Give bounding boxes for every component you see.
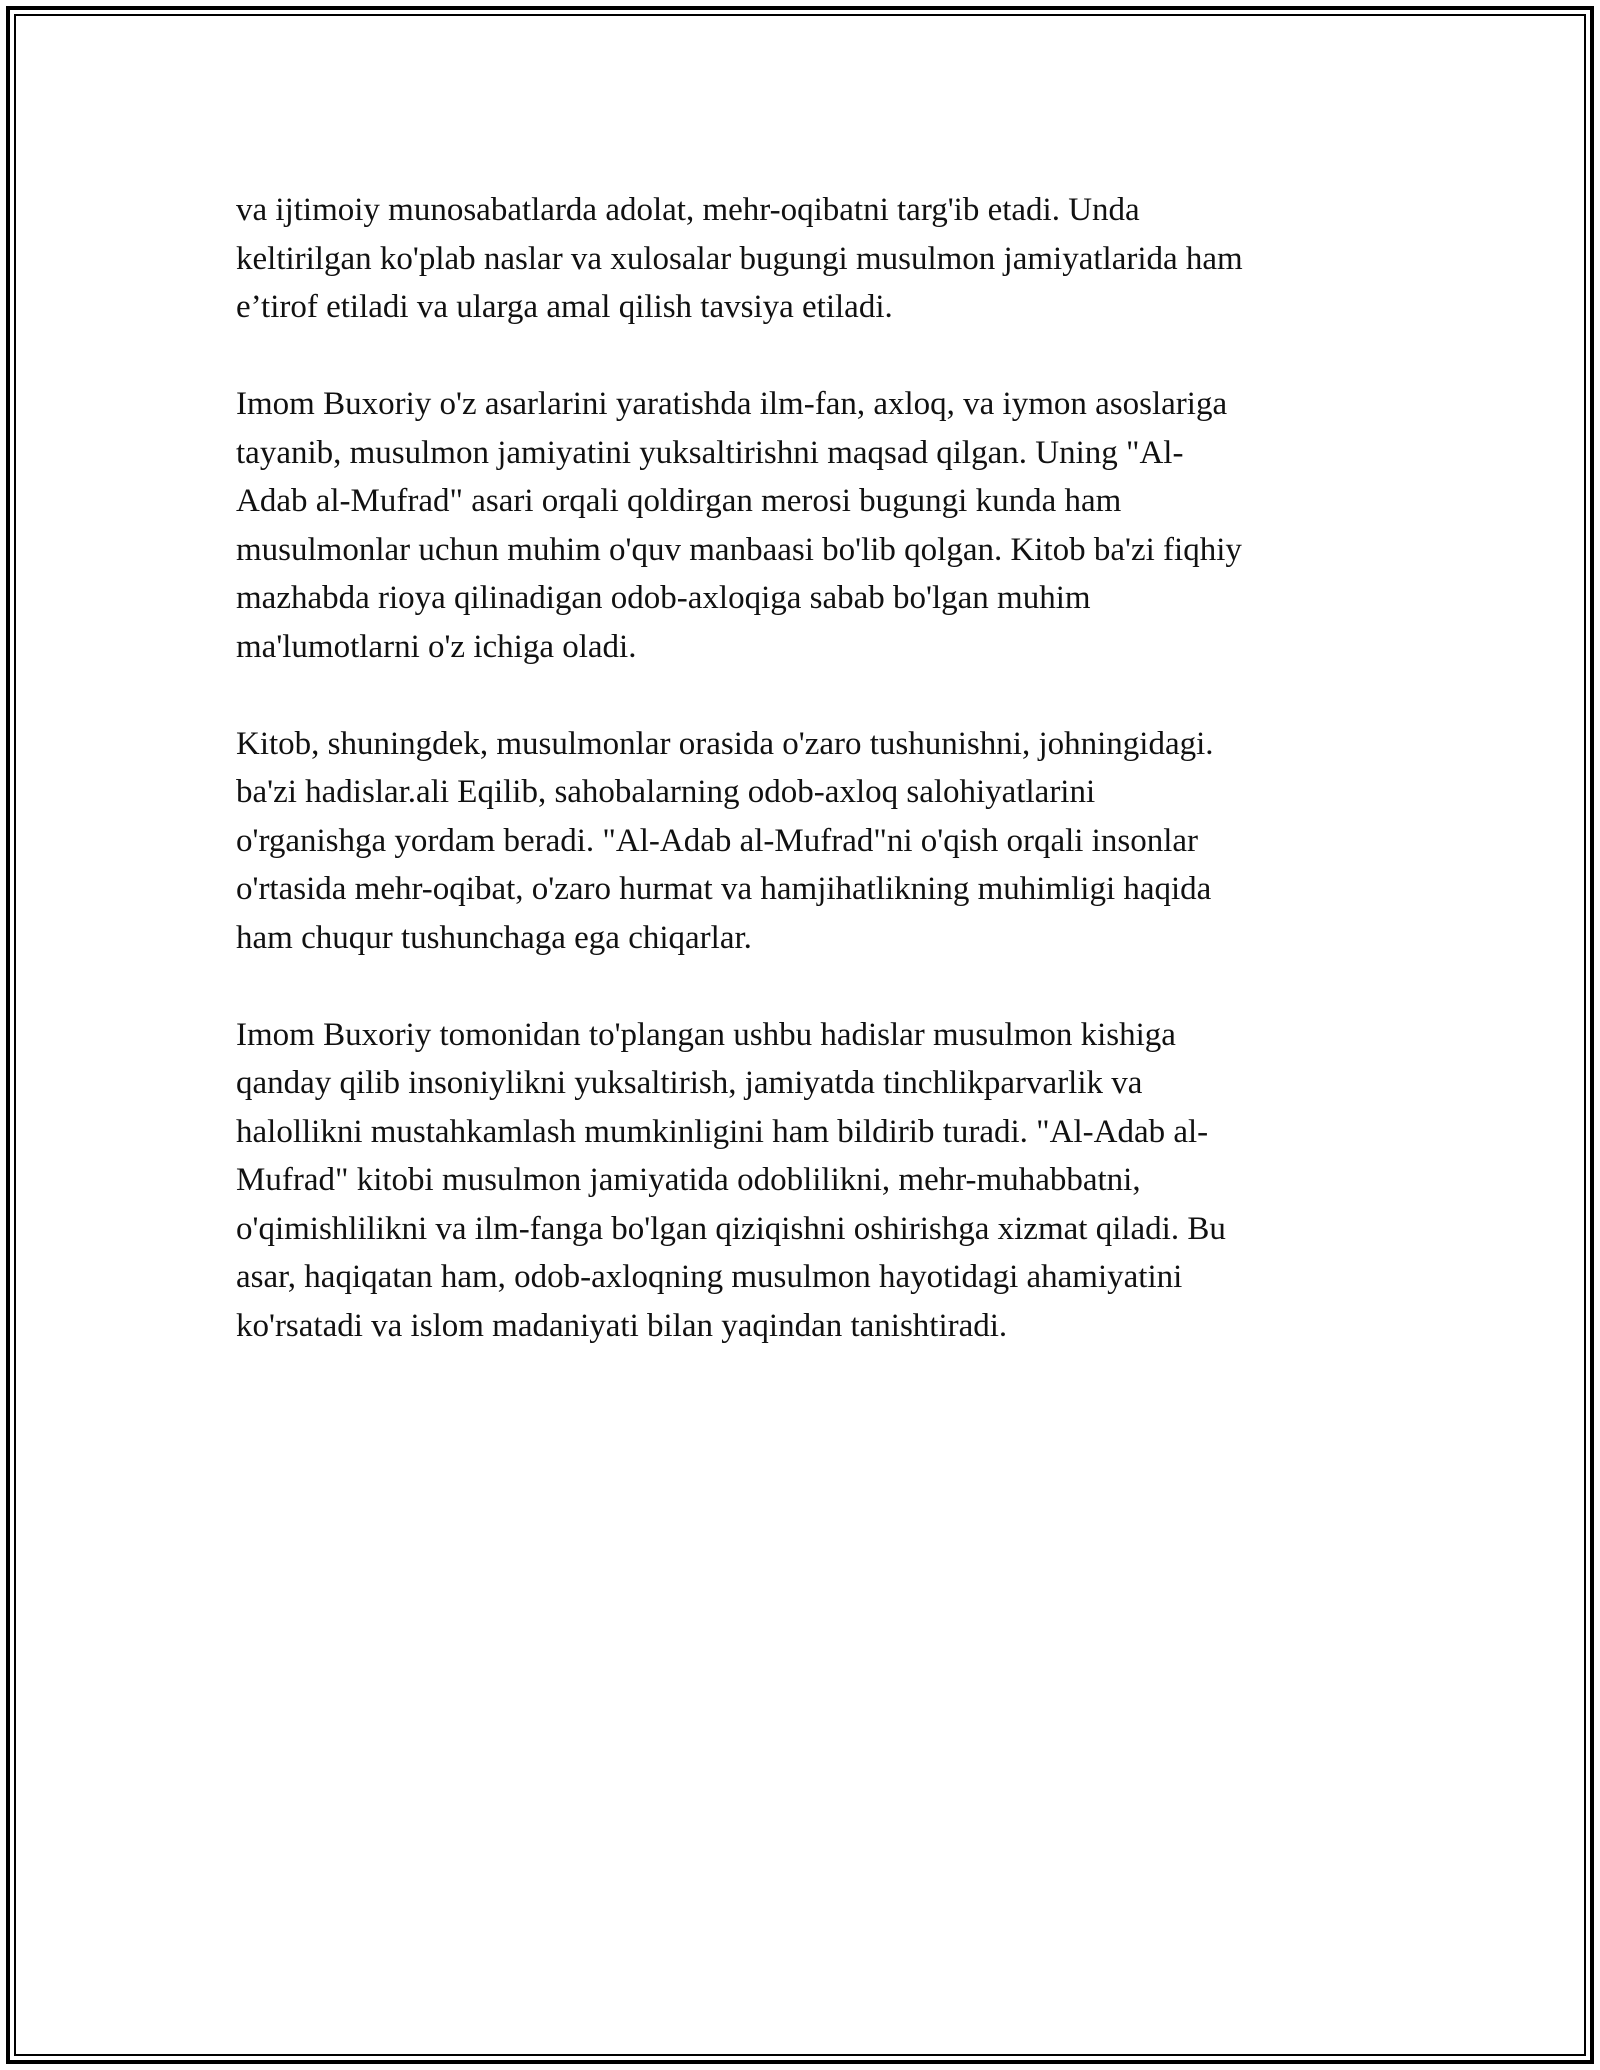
paragraph-3 [236, 720, 1366, 963]
text-line: mazhabda rioya qilinadigan odob-axloqiga sabab bo'lgan muhim [236, 580, 1091, 616]
text-line: o'rganishga yordam beradi. "Al-Adab al-Mufrad"ni o'qish orqali insonlar [236, 822, 1198, 859]
text-line: Mufrad" kitobi musulmon jamiyatida odoblilikni, mehr-muhabbatni, [236, 1162, 1141, 1198]
document-body [236, 186, 1366, 1399]
text-line: Adab al-Mufrad" asari orqali qoldirgan merosi bugungi kunda ham [236, 483, 1122, 519]
text-line: tayanib, musulmon jamiyatini yuksaltirishni maqsad qilgan. Uning "Al- [236, 434, 1184, 471]
text-line: asar, haqiqatan ham, odob-axloqning musulmon hayotidagi ahamiyatini [236, 1259, 1183, 1295]
text-line: e’tirof etiladi va ularga amal qilish tavsiya etiladi. [236, 289, 893, 325]
text-line: ham chuqur tushunchaga ega chiqarlar. [236, 919, 752, 956]
paragraph-2 [236, 380, 1366, 671]
text-line: keltirilgan ko'plab naslar va xulosalar bugungi musulmon jamiyatlarida ham [236, 240, 1243, 277]
text-line: Imom Buxoriy o'z asarlarini yaratishda ilm-fan, axloq, va iymon asoslariga [236, 386, 1228, 422]
text-line: musulmonlar uchun muhim o'quv manbaasi bo'lib qolgan. Kitob ba'zi fiqhiy [236, 531, 1242, 568]
text-line: qanday qilib insoniylikni yuksaltirish, jamiyatda tinchlikparvarlik va [236, 1065, 1143, 1101]
text-line: ba'zi hadislar.ali Eqilib, sahobalarning odob-axloq salohiyatlarini [236, 774, 1096, 810]
paragraph-4 [236, 1011, 1366, 1351]
text-line: va ijtimoiy munosabatlarda adolat, mehr-oqibatni targ'ib etadi. Unda [236, 192, 1140, 228]
text-line: o'rtasida mehr-oqibat, o'zaro hurmat va hamjihatlikning muhimligi haqida [236, 871, 1212, 907]
text-line: Imom Buxoriy tomonidan to'plangan ushbu hadislar musulmon kishiga [236, 1016, 1176, 1053]
text-line: ma'lumotlarni o'z ichiga oladi. [236, 628, 637, 665]
text-line: o'qimishlilikni va ilm-fanga bo'lgan qiziqishni oshirishga xizmat qiladi. Bu [236, 1210, 1226, 1247]
text-line: ko'rsatadi va islom madaniyati bilan yaqindan tanishtiradi. [236, 1307, 1008, 1344]
text-line: halollikni mustahkamlash mumkinligini ham bildirib turadi. "Al-Adab al- [236, 1113, 1209, 1150]
paragraph-1 [236, 186, 1366, 332]
text-line: Kitob, shuningdek, musulmonlar orasida o'zaro tushunishni, johningidagi. [236, 725, 1214, 762]
